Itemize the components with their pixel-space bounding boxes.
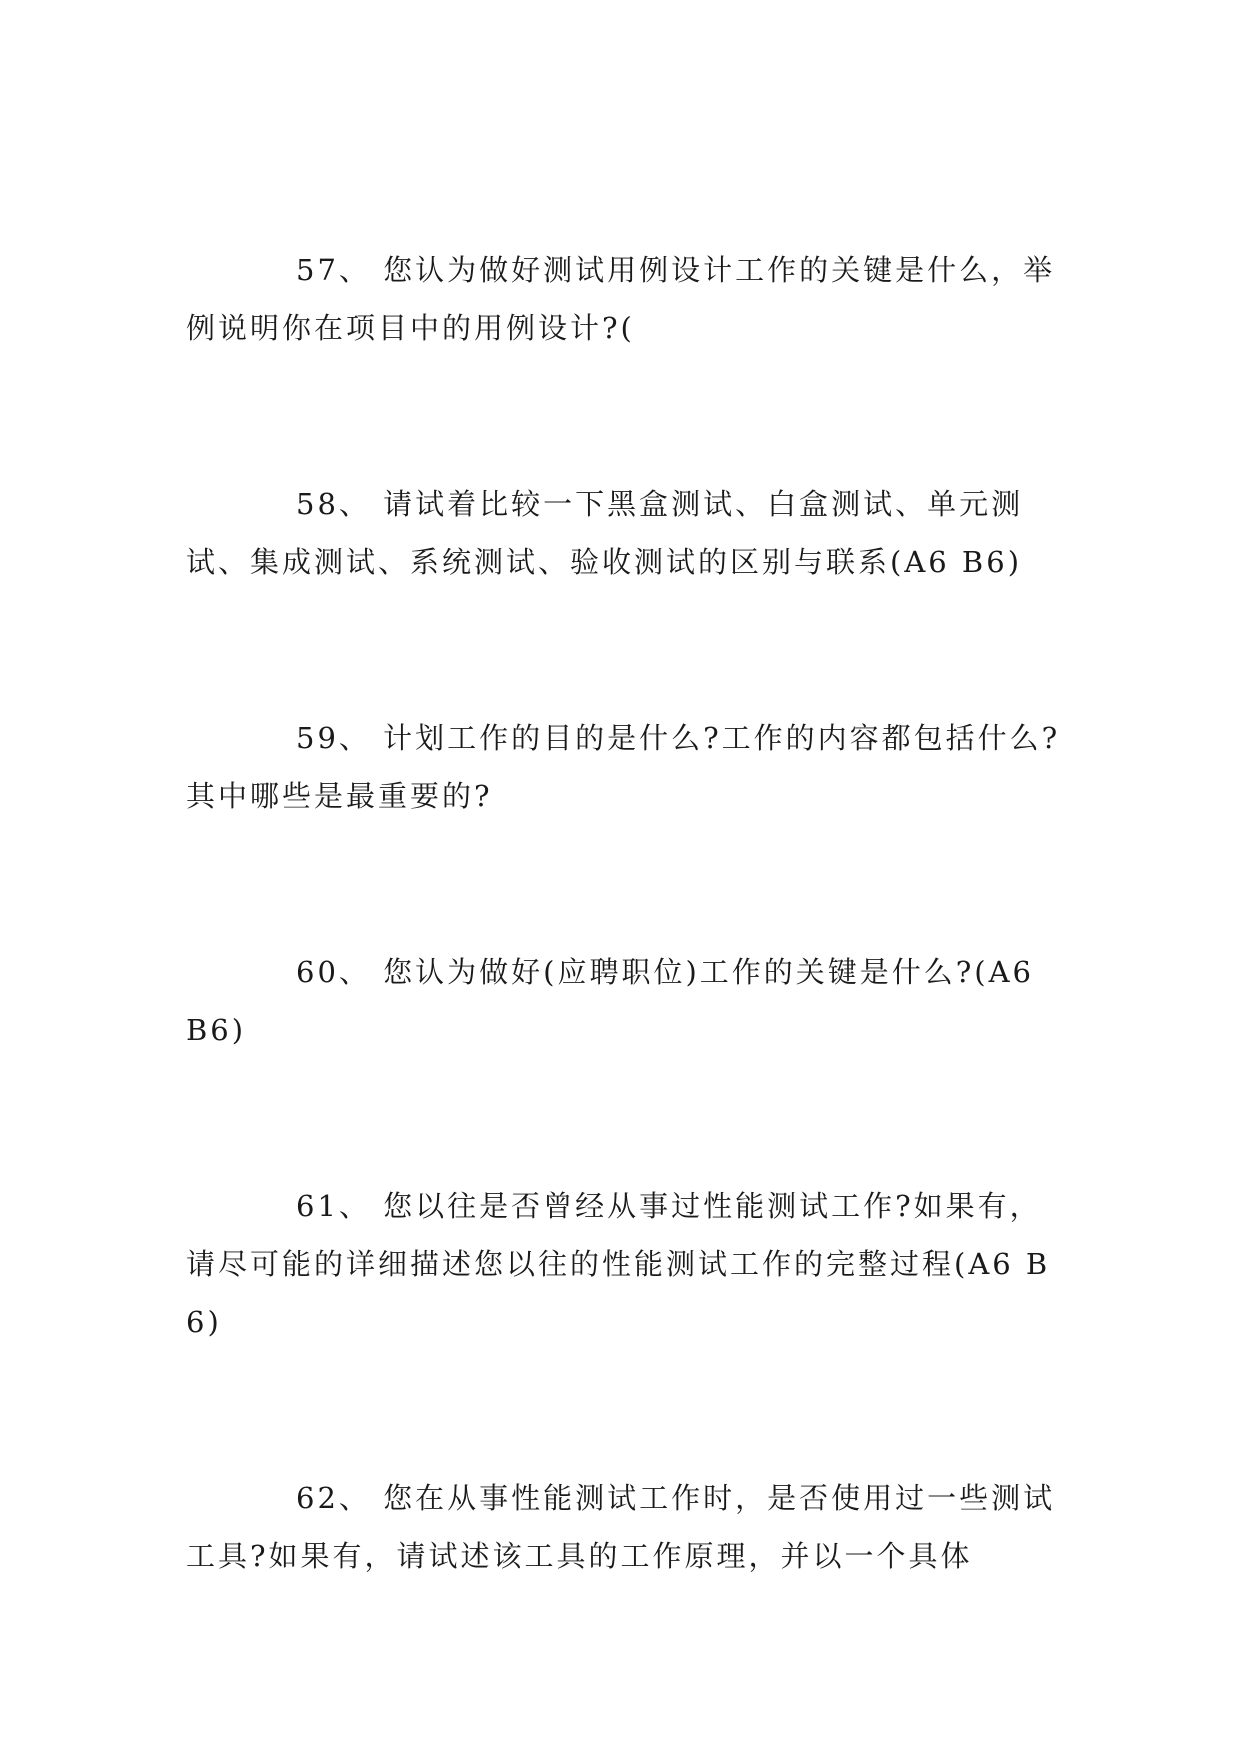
question-text: 您在从事性能测试工作时，是否使用过一些测试工具?如果有，请试述该工具的工作原理，并以一个具体 (186, 1481, 1056, 1573)
question-57 (186, 241, 1062, 357)
question-number: 60、 (296, 955, 371, 989)
question-61 (186, 1177, 1062, 1351)
question-62 (186, 1469, 1062, 1585)
question-58 (186, 475, 1062, 591)
question-number: 61、 (296, 1189, 371, 1223)
question-number: 58、 (296, 487, 371, 521)
question-59 (186, 709, 1062, 825)
question-text: 请试着比较一下黑盒测试、白盒测试、单元测试、集成测试、系统测试、验收测试的区别与联系(A6 B6) (186, 487, 1024, 579)
question-number: 57、 (296, 253, 371, 287)
question-number: 59、 (296, 721, 371, 755)
question-text: 您以往是否曾经从事过性能测试工作?如果有，请尽可能的详细描述您以往的性能测试工作的完整过程(A6 B6) (186, 1189, 1051, 1339)
question-text: 您认为做好(应聘职位)工作的关键是什么?(A6 B6) (186, 955, 1035, 1047)
question-text: 计划工作的目的是什么?工作的内容都包括什么?其中哪些是最重要的? (186, 721, 1061, 813)
question-text: 您认为做好测试用例设计工作的关键是什么，举例说明你在项目中的用例设计?( (186, 253, 1056, 345)
question-60 (186, 943, 1062, 1059)
question-number: 62、 (296, 1481, 371, 1515)
